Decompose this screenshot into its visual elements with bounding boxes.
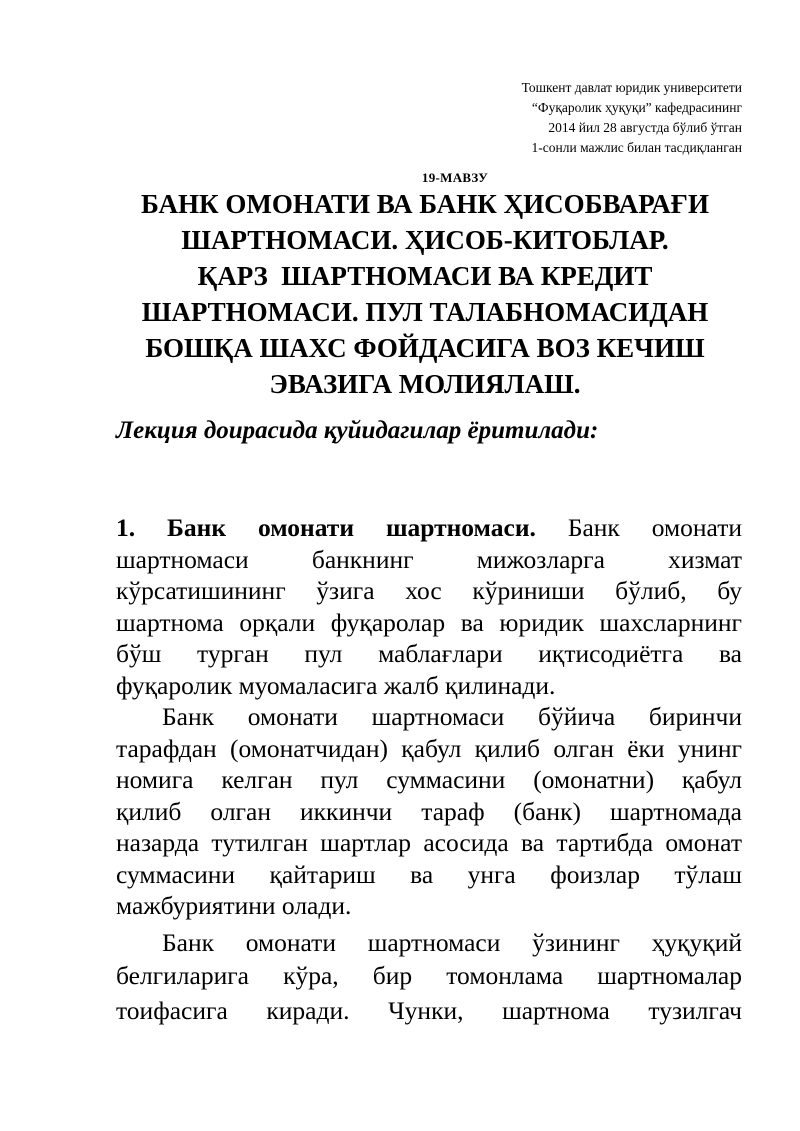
approval-line: “Фуқаролик ҳуқуқи” кафедрасининг	[531, 100, 742, 115]
title-line: ҚАРЗ ШАРТНОМАСИ ВА КРЕДИТ	[197, 261, 653, 291]
paragraph-line: тоифасига киради. Чунки, шартнома тузилгач	[116, 996, 742, 1025]
title-line: ЭВАЗИГА МОЛИЯЛАШ.	[269, 369, 581, 399]
topic-number: 19-МАВЗУ	[421, 170, 489, 185]
paragraph-text: Банк омонати	[535, 513, 742, 542]
paragraph-line: қилиб олган иккинчи тараф (банк) шартномада	[116, 796, 742, 826]
title-line: ШАРТНОМАСИ. ҲИСОБ-КИТОБЛАР.	[181, 225, 669, 255]
approval-line: Тошкент давлат юридик университети	[521, 80, 742, 95]
paragraph-line: кўрсатишининг ўзига хос кўриниши бўлиб, бу	[116, 576, 742, 605]
paragraph-line: шартнома орқали фуқаролар ва юридик шахсларнинг	[116, 607, 742, 637]
paragraph-line: фуқаролик муомаласига жалб қилинади.	[116, 670, 556, 700]
approval-line: 1-сонли мажлис билан тасдиқланган	[531, 140, 742, 155]
paragraph-line: назарда тутилган шартлар асосида ва тартибда омонат	[116, 828, 742, 857]
lecture-heading: Лекция доирасида қуйидагилар ёритилади:	[116, 417, 599, 444]
title-line: БОШҚА ШАХС ФОЙДАСИГА ВОЗ КЕЧИШ	[145, 333, 705, 363]
paragraph-line: Банк омонати шартномаси ўзининг ҳуқуқий	[162, 927, 742, 957]
title-line: БАНК ОМОНАТИ ВА БАНК ҲИСОБВАРАҒИ	[141, 189, 709, 219]
approval-line: 2014 йил 28 августда бўлиб ўтган	[548, 120, 742, 135]
paragraph-line: мажбуриятини олади.	[116, 891, 352, 920]
paragraph-line: шартномаси банкнинг мижозларга хизмат	[116, 544, 742, 574]
paragraph-line: Банк омонати шартномаси бўйича биринчи	[162, 702, 742, 731]
paragraph-line: бўш турган пул маблағлари иқтисодиётга ва	[116, 639, 742, 668]
paragraph-line: суммасини қайтариш ва унга фоизлар тўлаш	[116, 859, 742, 889]
title-line: ШАРТНОМАСИ. ПУЛ ТАЛАБНОМАСИДАН	[141, 297, 709, 327]
body-text	[116, 512, 742, 1028]
paragraph-line: номига келган пул суммасини (омонатни) қабул	[116, 765, 742, 794]
paragraph-line: тарафдан (омонатчидан) қабул қилиб олган ёки унинг	[116, 733, 742, 763]
paragraph-line	[116, 512, 742, 544]
paragraph-line: белгиларига кўра, бир томонлама шартномалар	[116, 961, 742, 990]
approval-block	[382, 78, 742, 158]
page-title	[105, 186, 745, 402]
section-lead: 1. Банк омонати шартномаси.	[116, 513, 536, 542]
